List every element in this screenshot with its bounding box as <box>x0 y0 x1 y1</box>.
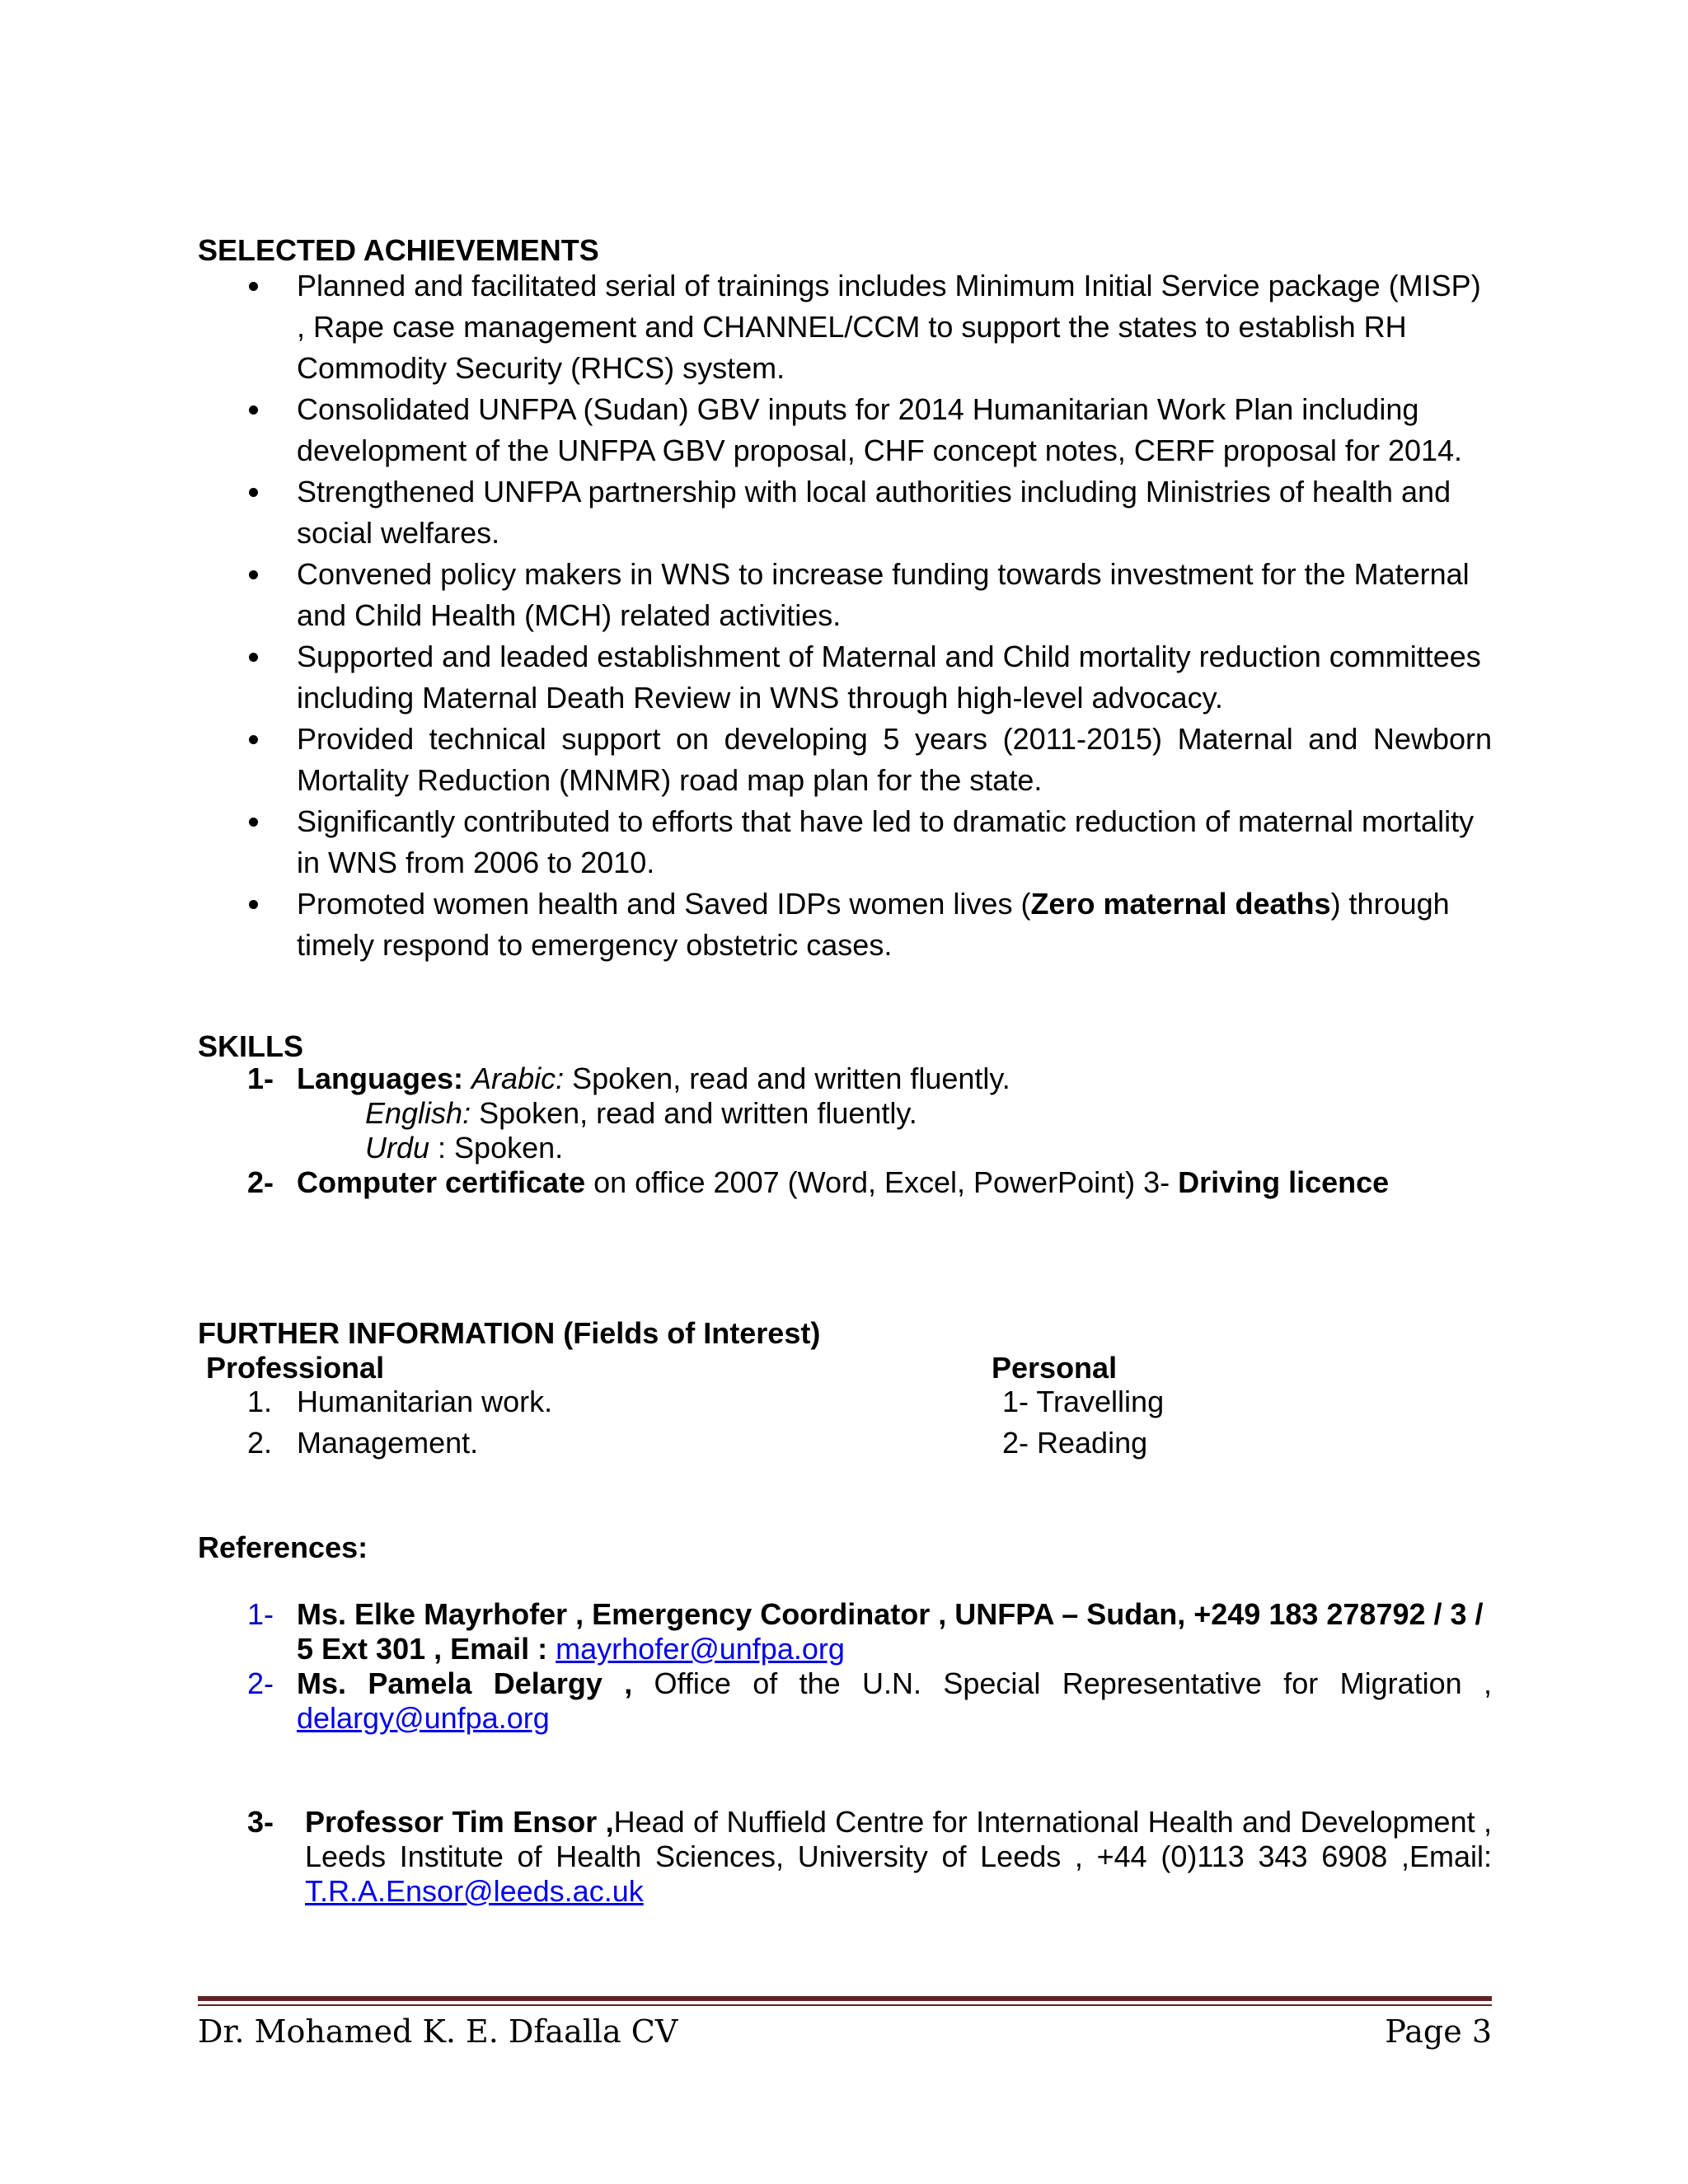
list-item: Significantly contributed to efforts that have led to dramatic reduction of maternal mortality in WNS from 2006 to 2010. <box>198 801 1492 883</box>
email-link[interactable]: delargy@unfpa.org <box>297 1701 550 1735</box>
list-item: 1- Travelling <box>1002 1385 1165 1418</box>
bullet-icon <box>249 282 258 291</box>
list-item: Consolidated UNFPA (Sudan) GBV inputs for 2014 Humanitarian Work Plan including development of the UNFPA GBV proposal, CHF concept notes, CERF proposal for 2014. <box>198 389 1492 471</box>
reference-num: 3- <box>247 1805 274 1839</box>
skills-heading: SKILLS <box>198 1029 304 1063</box>
skills-item-num: 2- <box>247 1165 274 1199</box>
reference-num: 2- <box>247 1666 274 1700</box>
further-heading: FURTHER INFORMATION (Fields of Interest) <box>198 1316 821 1350</box>
references-heading: References: <box>198 1530 368 1564</box>
list-item: Management. <box>297 1426 479 1460</box>
reference-num: 1- <box>247 1597 274 1631</box>
skills-item-num: 1- <box>247 1062 274 1095</box>
footer-rule <box>198 2004 1492 2006</box>
skills-computer: Computer certificate on office 2007 (Word, Excel, PowerPoint) 3- Driving licence <box>297 1165 1390 1199</box>
list-item: Planned and facilitated serial of trainings includes Minimum Initial Service package (MISP) , Rape case management and CHANNEL/CCM to support the states to establish RH Commodity Security (RHCS) system. <box>198 265 1492 389</box>
bullet-icon <box>249 653 258 662</box>
bullet-icon <box>249 900 258 909</box>
email-link[interactable]: T.R.A.Ensor@leeds.ac.uk <box>305 1874 644 1908</box>
footer-title: Dr. Mohamed K. E. Dfaalla CV <box>198 2013 678 2050</box>
personal-heading: Personal <box>992 1351 1118 1385</box>
list-item: 2- Reading <box>1002 1426 1148 1460</box>
list-item: Promoted women health and Saved IDPs women lives (Zero maternal deaths) through timely respond to emergency obstetric cases. <box>198 883 1492 966</box>
skills-languages: Languages: Arabic: Spoken, read and written fluently. <box>297 1062 1010 1095</box>
page-number: Page 3 <box>1385 2013 1492 2050</box>
bullet-icon <box>249 570 258 579</box>
bullet-icon <box>249 405 258 415</box>
reference-3: Professor Tim Ensor ,Head of Nuffield Centre for International Health and Development , Leeds Institute of Health Sciences, University of Leeds , +44 (0)113 343 6908 ,Email: T.R.A.Ensor@leeds.ac.uk <box>305 1805 1492 1908</box>
reference-1: Ms. Elke Mayrhofer , Emergency Coordinator , UNFPA – Sudan, +249 183 278792 / 3 / 5 Ext 301 , Email : mayrhofer@unfpa.org <box>297 1597 1484 1666</box>
bullet-icon <box>249 735 258 744</box>
email-link[interactable]: mayrhofer@unfpa.org <box>556 1632 845 1666</box>
bullet-icon <box>249 818 258 827</box>
skills-urdu: Urdu : Spoken. <box>365 1131 564 1165</box>
list-item: 1. <box>247 1385 273 1418</box>
achievements-heading: SELECTED ACHIEVEMENTS <box>198 233 599 267</box>
list-item: Humanitarian work. <box>297 1385 553 1418</box>
reference-2: Ms. Pamela Delargy , Office of the U.N. Special Representative for Migration , delargy@unfpa.org <box>297 1666 1493 1735</box>
list-item: Convened policy makers in WNS to increase funding towards investment for the Maternal and Child Health (MCH) related activities. <box>198 554 1492 636</box>
bullet-icon <box>249 488 258 497</box>
list-item: Supported and leaded establishment of Maternal and Child mortality reduction committees including Maternal Death Review in WNS through high-level advocacy. <box>198 636 1492 719</box>
list-item: Provided technical support on developing 5 years (2011-2015) Maternal and Newborn Mortality Reduction (MNMR) road map plan for the state. <box>198 719 1492 801</box>
list-item: 2. <box>247 1426 273 1460</box>
footer-rule <box>198 1996 1492 2001</box>
skills-english: English: Spoken, read and written fluently. <box>365 1096 917 1130</box>
professional-heading: Professional <box>206 1351 385 1385</box>
list-item: Strengthened UNFPA partnership with local authorities including Ministries of health and social welfares. <box>198 471 1492 554</box>
achievements-list <box>198 265 1492 966</box>
